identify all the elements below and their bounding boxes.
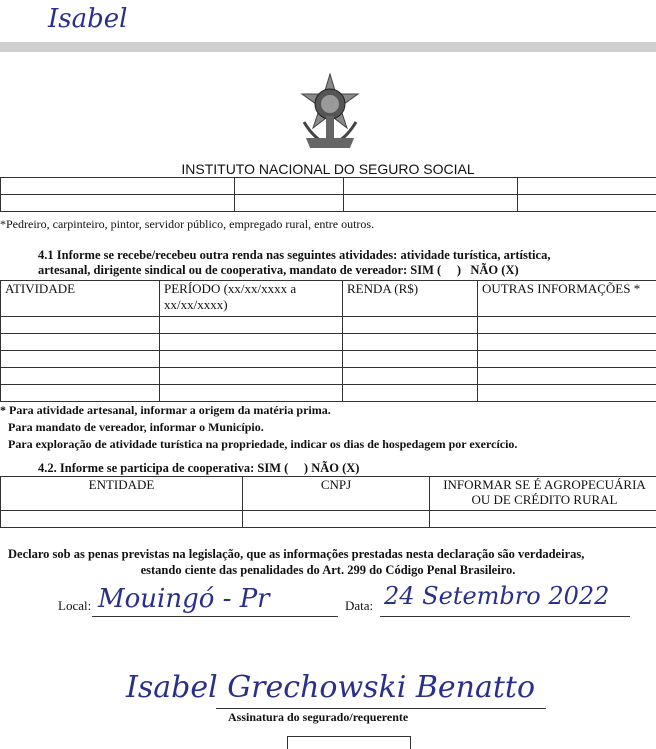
cooperative-table [0, 476, 656, 528]
col-periodo: PERÍODO (xx/xx/xxxx a xx/xx/xxxx) [160, 281, 343, 317]
table-row [1, 511, 656, 528]
table-row [1, 334, 656, 351]
note-turistica: Para exploração de atividade turística na propriedade, indicar os dias de hospedagem por exercício. [8, 437, 517, 452]
previous-table [0, 177, 656, 212]
date-label: Data: [345, 598, 373, 614]
col-atividade: ATIVIDADE [1, 281, 160, 317]
section-42-title: 4.2. Informe se participa de cooperativa: SIM ( ) NÃO (X) [38, 461, 359, 476]
table-row [1, 317, 656, 334]
top-divider-bar [0, 42, 656, 52]
footnote-top: *Pedreiro, carpinteiro, pintor, servidor público, empregado rural, entre outros. [0, 217, 374, 232]
table-row [1, 368, 656, 385]
bottom-box [287, 736, 411, 749]
income-table [0, 280, 656, 402]
coat-of-arms-icon [296, 72, 364, 152]
local-line [92, 616, 338, 617]
col-cnpj: CNPJ [243, 477, 430, 511]
table-row [1, 351, 656, 368]
declaration-line1: Declaro sob as penas previstas na legislação, que as informações prestadas nesta declaração são verdadeiras, [8, 547, 584, 562]
date-line [380, 616, 630, 617]
note-artesanal: * Para atividade artesanal, informar a origem da matéria prima. [0, 403, 331, 418]
declaration-line2: estando ciente das penalidades do Art. 299 do Código Penal Brasileiro. [0, 563, 656, 578]
signature-line [216, 708, 546, 709]
handwritten-name: Isabel [48, 4, 127, 34]
section-41-line1: 4.1 Informe se recebe/recebeu outra renda nas seguintes atividades: atividade turística, artística, [38, 248, 550, 263]
note-vereador: Para mandato de vereador, informar o Município. [8, 420, 264, 435]
institution-title: INSTITUTO NACIONAL DO SEGURO SOCIAL [0, 161, 656, 177]
table-row [1, 385, 656, 402]
local-value: Mouingó - Pr [98, 584, 270, 614]
col-outras: OUTRAS INFORMAÇÕES * [478, 281, 656, 317]
signature-handwritten: Isabel Grechowski Benatto [126, 670, 535, 705]
col-agropecuaria: INFORMAR SE É AGROPECUÁRIA OU DE CRÉDITO RURAL [430, 477, 656, 511]
signature-caption: Assinatura do segurado/requerente [228, 710, 408, 725]
date-value: 24 Setembro 2022 [384, 582, 609, 610]
col-renda: RENDA (R$) [343, 281, 478, 317]
col-entidade: ENTIDADE [1, 477, 243, 511]
local-label: Local: [58, 598, 91, 614]
section-41-line2: artesanal, dirigente sindical ou de cooperativa, mandato de vereador: SIM ( ) NÃO (X) [38, 263, 519, 278]
